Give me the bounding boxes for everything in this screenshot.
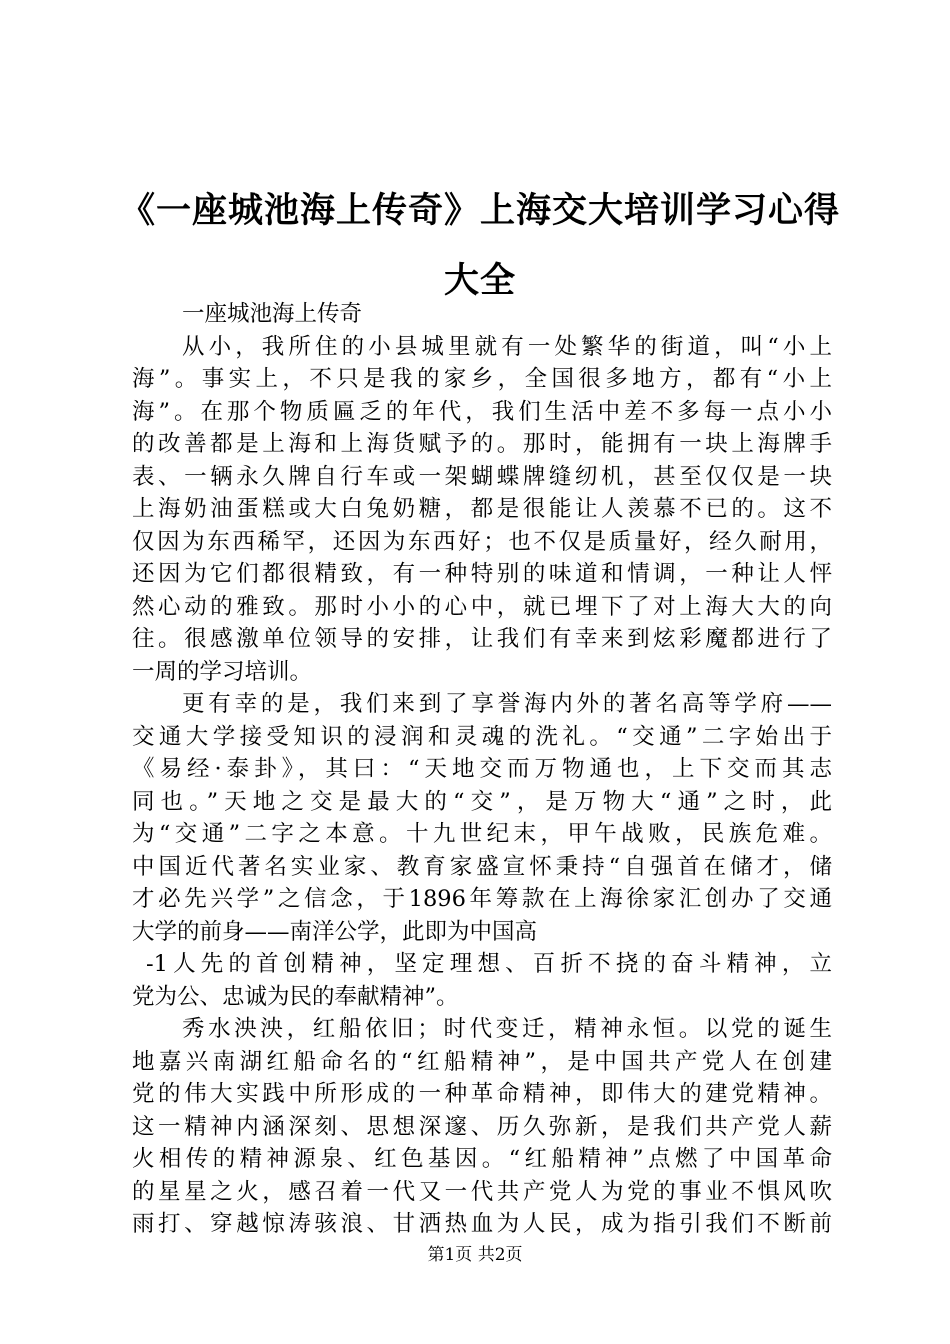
text-line: 火相传的精神源泉、红色基因。“红船精神”点燃了中国革命 bbox=[132, 1146, 832, 1172]
text-line: 海”。事实上，不只是我的家乡，全国很多地方，都有“小上 bbox=[132, 366, 832, 392]
title-line-1: 《一座城池海上传奇》上海交大培训学习心得 bbox=[119, 190, 840, 231]
text-line: 的改善都是上海和上海货赋予的。那时，能拥有一块上海牌手 bbox=[132, 431, 832, 457]
page-footer: 第1页 共2页 bbox=[427, 1245, 523, 1265]
text-line: 党为公、忠诚为民的奉献精神”。 bbox=[132, 983, 459, 1010]
text-line: 交通大学接受知识的浸润和灵魂的洗礼。“交通”二字始出于 bbox=[132, 723, 832, 750]
text-line: 大学的前身——南洋公学，此即为中国高 bbox=[132, 918, 538, 945]
text-line: 一周的学习培训。 bbox=[132, 658, 313, 685]
document-body bbox=[132, 298, 832, 1241]
text-line: 还因为它们都很精致，有一种特别的味道和情调，一种让人怦 bbox=[132, 561, 832, 587]
text-line: 中国近代著名实业家、教育家盛宣怀秉持“自强首在储才，储 bbox=[132, 853, 832, 880]
text-line: 雨打、穿越惊涛骇浪、甘洒热血为人民，成为指引我们不断前 bbox=[132, 1211, 832, 1237]
text-line: 表、一辆永久牌自行车或一架蝴蝶牌缝纫机，甚至仅仅是一块 bbox=[132, 463, 832, 490]
text-line: 然心动的雅致。那时小小的心中，就已埋下了对上海大大的向 bbox=[132, 593, 832, 620]
text-line: 《易经·泰卦》，其曰：“天地交而万物通也，上下交而其志 bbox=[132, 756, 832, 782]
text-line: 的星星之火，感召着一代又一代共产党人为党的事业不惧风吹 bbox=[132, 1178, 832, 1205]
text-line: 一座城池海上传奇 bbox=[182, 301, 363, 327]
text-line: 地嘉兴南湖红船命名的“红船精神”，是中国共产党人在创建 bbox=[132, 1048, 832, 1075]
text-line: 同也。”天地之交是最大的“交”，是万物大“通”之时，此 bbox=[132, 788, 832, 815]
text-line: 仅因为东西稀罕，还因为东西好；也不仅是质量好，经久耐用， bbox=[132, 528, 832, 555]
text-line: -1人先的首创精神，坚定理想、百折不挠的奋斗精神，立 bbox=[146, 951, 832, 977]
text-line: 这一精神内涵深刻、思想深邃、历久弥新，是我们共产党人薪 bbox=[132, 1113, 832, 1140]
text-line: 才必先兴学”之信念，于1896年筹款在上海徐家汇创办了交通 bbox=[132, 886, 832, 912]
text-line: 秀水泱泱，红船依旧；时代变迁，精神永恒。以党的诞生 bbox=[182, 1016, 832, 1042]
text-line: 上海奶油蛋糕或大白兔奶糖，都是很能让人羡慕不已的。这不 bbox=[132, 496, 832, 522]
text-line: 往。很感激单位领导的安排，让我们有幸来到炫彩魔都进行了 bbox=[132, 626, 832, 652]
title-line-2: 大全 bbox=[443, 260, 516, 301]
text-line: 从小，我所住的小县城里就有一处繁华的街道，叫“小上 bbox=[182, 333, 832, 360]
text-line: 党的伟大实践中所形成的一种革命精神，即伟大的建党精神。 bbox=[132, 1081, 832, 1107]
text-line: 更有幸的是，我们来到了享誉海内外的著名高等学府—— bbox=[182, 691, 832, 717]
text-line: 为“交通”二字之本意。十九世纪末，甲午战败，民族危难。 bbox=[132, 821, 832, 847]
text-line: 海”。在那个物质匾乏的年代，我们生活中差不多每一点小小 bbox=[132, 398, 832, 425]
document-title bbox=[100, 176, 860, 316]
